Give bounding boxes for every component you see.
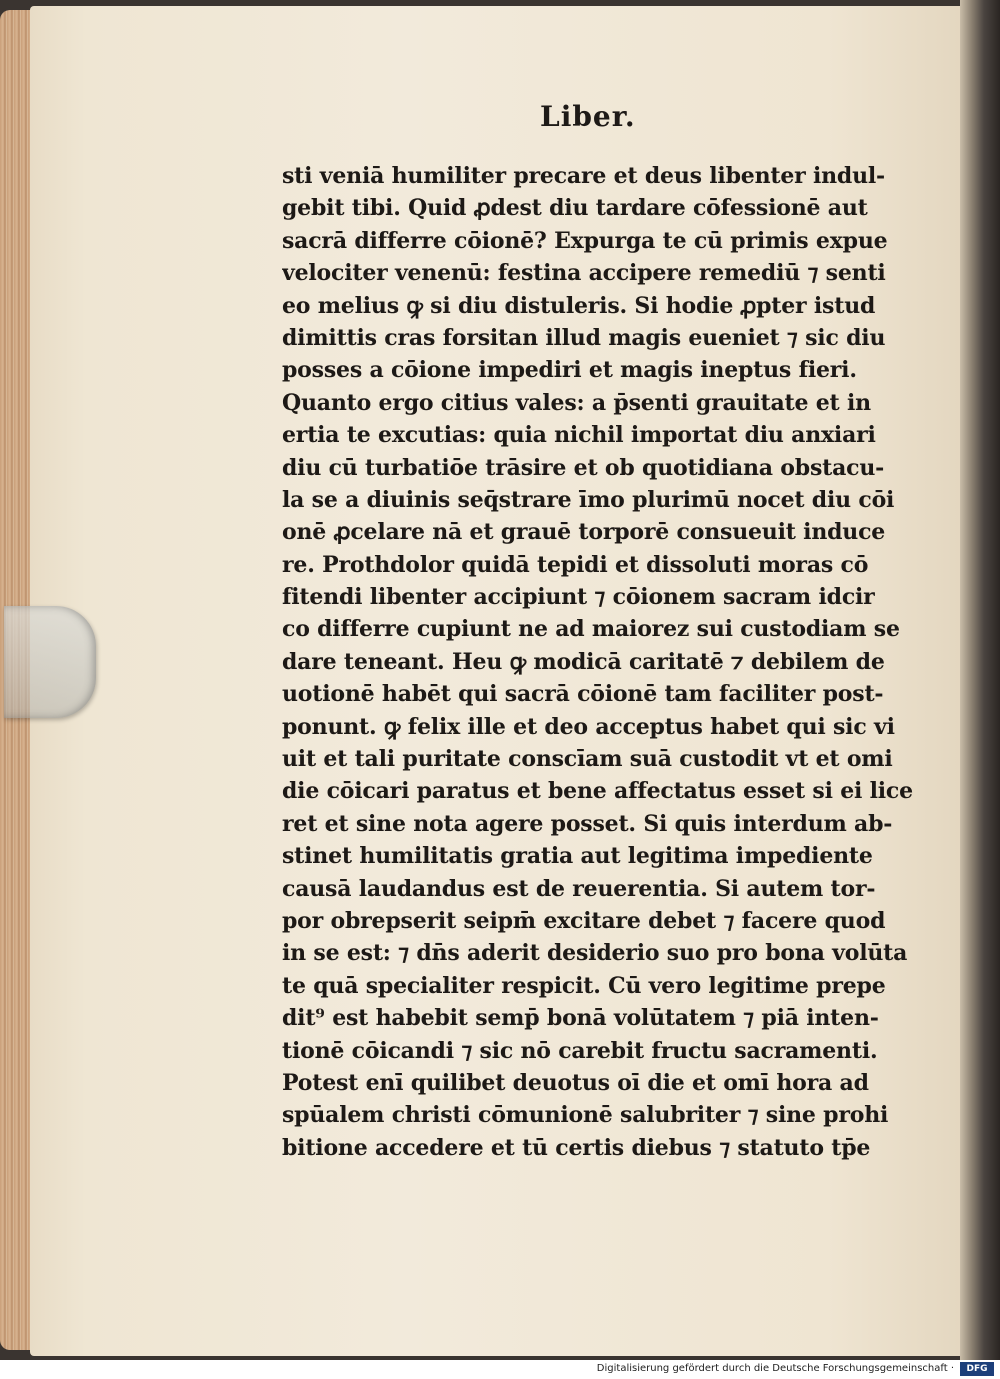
page-clip [4, 606, 96, 718]
text-line: re. Prothdolor quidā tepidi et dissoluti moras cō [282, 551, 869, 578]
text-line: bitione accedere et tū certis diebus ⁊ statuto tp̄e [282, 1134, 871, 1161]
text-line: stinet humilitatis gratia aut legitima impediente [282, 843, 873, 870]
text-line: ponunt. ꝙ felix ille et deo acceptus habet qui sic vi [282, 713, 895, 740]
text-line: te quā specialiter respicit. Cū vero legitime prepe [282, 972, 886, 999]
text-line: onē ꝓcelare nā et grauē torporē consueuit induce [282, 519, 886, 546]
text-line: dare teneant. Heu ꝙ modicā caritatē ⁊ debilem de [282, 648, 885, 675]
text-line: velociter venenū: festina accipere remediū ⁊ senti [282, 260, 886, 287]
text-line: sti veniā humiliter precare et deus libenter indul- [282, 163, 885, 189]
text-line: sacrā differre cōionē? Expurga te cū primis expue [282, 227, 888, 254]
running-head: Liber. [540, 100, 636, 133]
text-line: tionē cōicandi ⁊ sic nō carebit fructu sacramenti. [282, 1037, 878, 1064]
text-line: diu cū turbatiōe trāsire et ob quotidiana obstacu- [282, 454, 885, 481]
text-line: posses a cōione impediri et magis ineptus fieri. [282, 357, 857, 384]
text-line: in se est: ⁊ dn̄s aderit desiderio suo pro bona volūta [282, 940, 908, 967]
book-gutter [960, 0, 1000, 1360]
digitization-credit: Digitalisierung gefördert durch die Deutsche Forschungsgemeinschaft · [596, 1363, 954, 1374]
text-line: dit⁹ est habebit semp̄ bonā volūtatem ⁊ piā inten- [282, 1005, 879, 1032]
text-line: ertia te excutias: quia nichil importat diu anxiari [282, 422, 876, 449]
text-line: eo melius ꝙ si diu distuleris. Si hodie ꝓpter istud [282, 292, 876, 319]
text-line: dimittis cras forsitan illud magis eueniet ⁊ sic diu [282, 324, 886, 351]
text-line: la se a diuinis seq̄strare īmo plurimū nocet diu cōi [282, 486, 895, 513]
text-line: spūalem christi cōmunionē salubriter ⁊ sine prohi [282, 1102, 889, 1129]
text-line: causā laudandus est de reuerentia. Si autem tor- [282, 875, 876, 902]
text-block [282, 160, 922, 1164]
footer-bar [0, 1360, 1000, 1379]
dfg-logo: DFG [960, 1362, 994, 1376]
text-line: por obrepserit seipm̄ excitare debet ⁊ facere quod [282, 907, 886, 934]
text-line: ret et sine nota agere posset. Si quis interdum ab- [282, 810, 893, 837]
text-line: uit et tali puritate conscīam suā custodit vt et omi [282, 746, 893, 773]
text-line: gebit tibi. Quid ꝓdest diu tardare cōfessionē aut [282, 195, 868, 222]
text-line: co differre cupiunt ne ad maiorez sui custodiam se [282, 616, 900, 643]
text-line: die cōicari paratus et bene affectatus esset si ei lice [282, 778, 913, 805]
text-line: fitendi libenter accipiunt ⁊ cōionem sacram idcir [282, 584, 875, 611]
text-line: uotionē habēt qui sacrā cōionē tam faciliter post- [282, 681, 884, 708]
text-line: Quanto ergo citius vales: a p̄senti grauitate et in [282, 389, 871, 416]
text-line: Potest enī quilibet deuotus oī die et omī hora ad [282, 1069, 869, 1096]
